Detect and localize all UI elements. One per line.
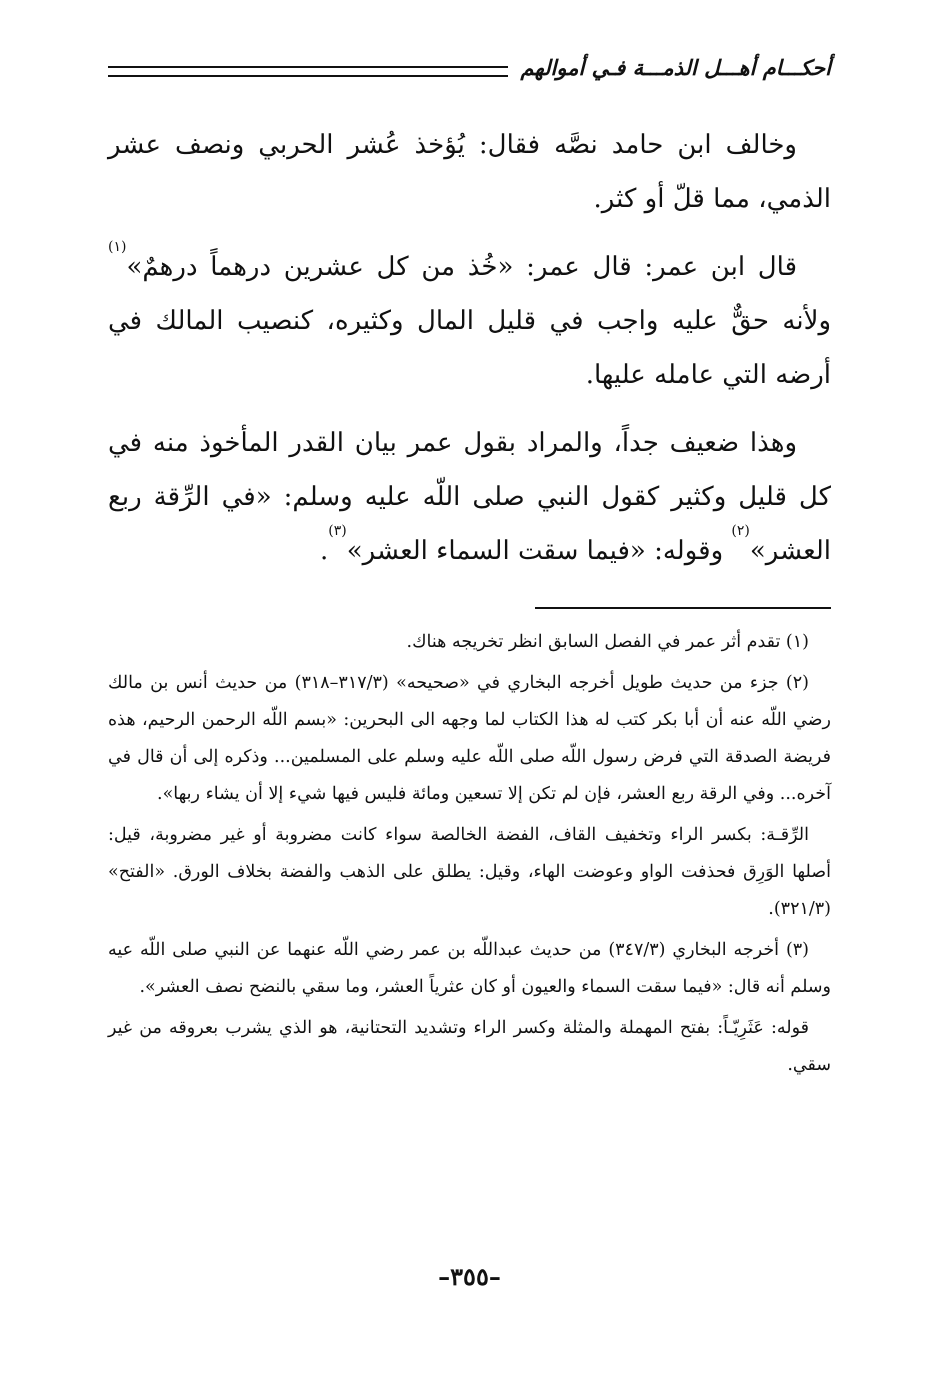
header-double-rule: [108, 66, 531, 77]
main-text: [108, 118, 831, 592]
footnote-ref-3[interactable]: (٣): [328, 523, 347, 539]
paragraph-2-text-a: قال ابن عمر: قال عمر: «خُذ من كل عشرين درهماً درهمٌ»: [126, 252, 798, 282]
paragraph-2-text-b: ولأنه حقٌّ عليه واجب في قليل المال وكثيره، كنصيب المالك في أرضه التي عامله عليها.: [108, 306, 831, 390]
footnote-2-gloss: الرِّقـة: بكسر الراء وتخفيف القاف، الفضة الخالصة سواء كانت مضروبة أو غير مضروبة، قيل: أصلها الوَرِق فحذفت الواو وعوضت الهاء، وقيل: يطلق على الذهب والفضة بخلاف الورق. «الفتح» (٣٢١/٣).: [108, 825, 831, 919]
paragraph-3-text-b: وقوله: «فيما سقت السماء العشر»: [346, 536, 724, 566]
footnote-2: (٢) جزء من حديث طويل أخرجه البخاري في «صحيحه» (٣١٧/٣–٣١٨) من حديث أنس بن مالك رضي اللّه عنه أن أبا بكر كتب له هذا الكتاب لما وجهه الى البحرين: «بسم اللّه الرحمن الرحيم، هذه فريضة الصدقة التي فرض رسول اللّه صلى اللّه عليه وسلم على المسلمين... وذكره إلى أن قال في آخره... وفي الرقة ربع العشر، فإن لم تكن إلا تسعين ومائة فليس فيها شيء إلا أن يشاء ربها».: [108, 673, 831, 804]
paragraph-3-text-a: وهذا ضعيف جداً، والمراد بقول عمر بيان القدر المأخوذ منه في كل قليل وكثير كقول النبي صلى اللّه عليه وسلم: «في الرِّقة ربع العشر»: [108, 428, 831, 566]
paragraph-3: [108, 416, 831, 578]
footnote-1: (١) تقدم أثر عمر في الفصل السابق انظر تخريجه هناك.: [406, 632, 809, 652]
running-header: [108, 52, 831, 92]
paragraph-2: [108, 240, 831, 402]
footnote-3: (٣) أخرجه البخاري (٣٤٧/٣) من حديث عبداللّه بن عمر رضي اللّه عنهما عن النبي صلى اللّه عيه وسلم أنه قال: «فيما سقت السماء والعيون أو كان عثرياً العشر، وما سقي بالنضح نصف العشر».: [108, 940, 831, 997]
footnote-3-gloss: قوله: عَثَرِيّـاً: بفتح المهملة والمثلة وكسر الراء وتشديد التحتانية، هو الذي يشرب بعروقه من غير سقي.: [108, 1018, 831, 1075]
page-number: –٣٥٥–: [438, 1262, 501, 1291]
footnote-separator: [535, 607, 831, 609]
paragraph-3-end: .: [320, 536, 329, 566]
running-title: أحكـــام أهـــل الذمـــة فـي أموالهم: [508, 56, 831, 80]
paragraph-1-text: وخالف ابن حامد نصَّه فقال: يُؤخذ عُشر الحربي ونصف عشر الذمي، مما قلّ أو كثر.: [108, 130, 831, 214]
footnotes: [108, 624, 831, 1088]
paragraph-1: [108, 118, 831, 226]
footnote-ref-2[interactable]: (٢): [731, 523, 750, 539]
footnote-ref-1[interactable]: (١): [108, 239, 127, 255]
